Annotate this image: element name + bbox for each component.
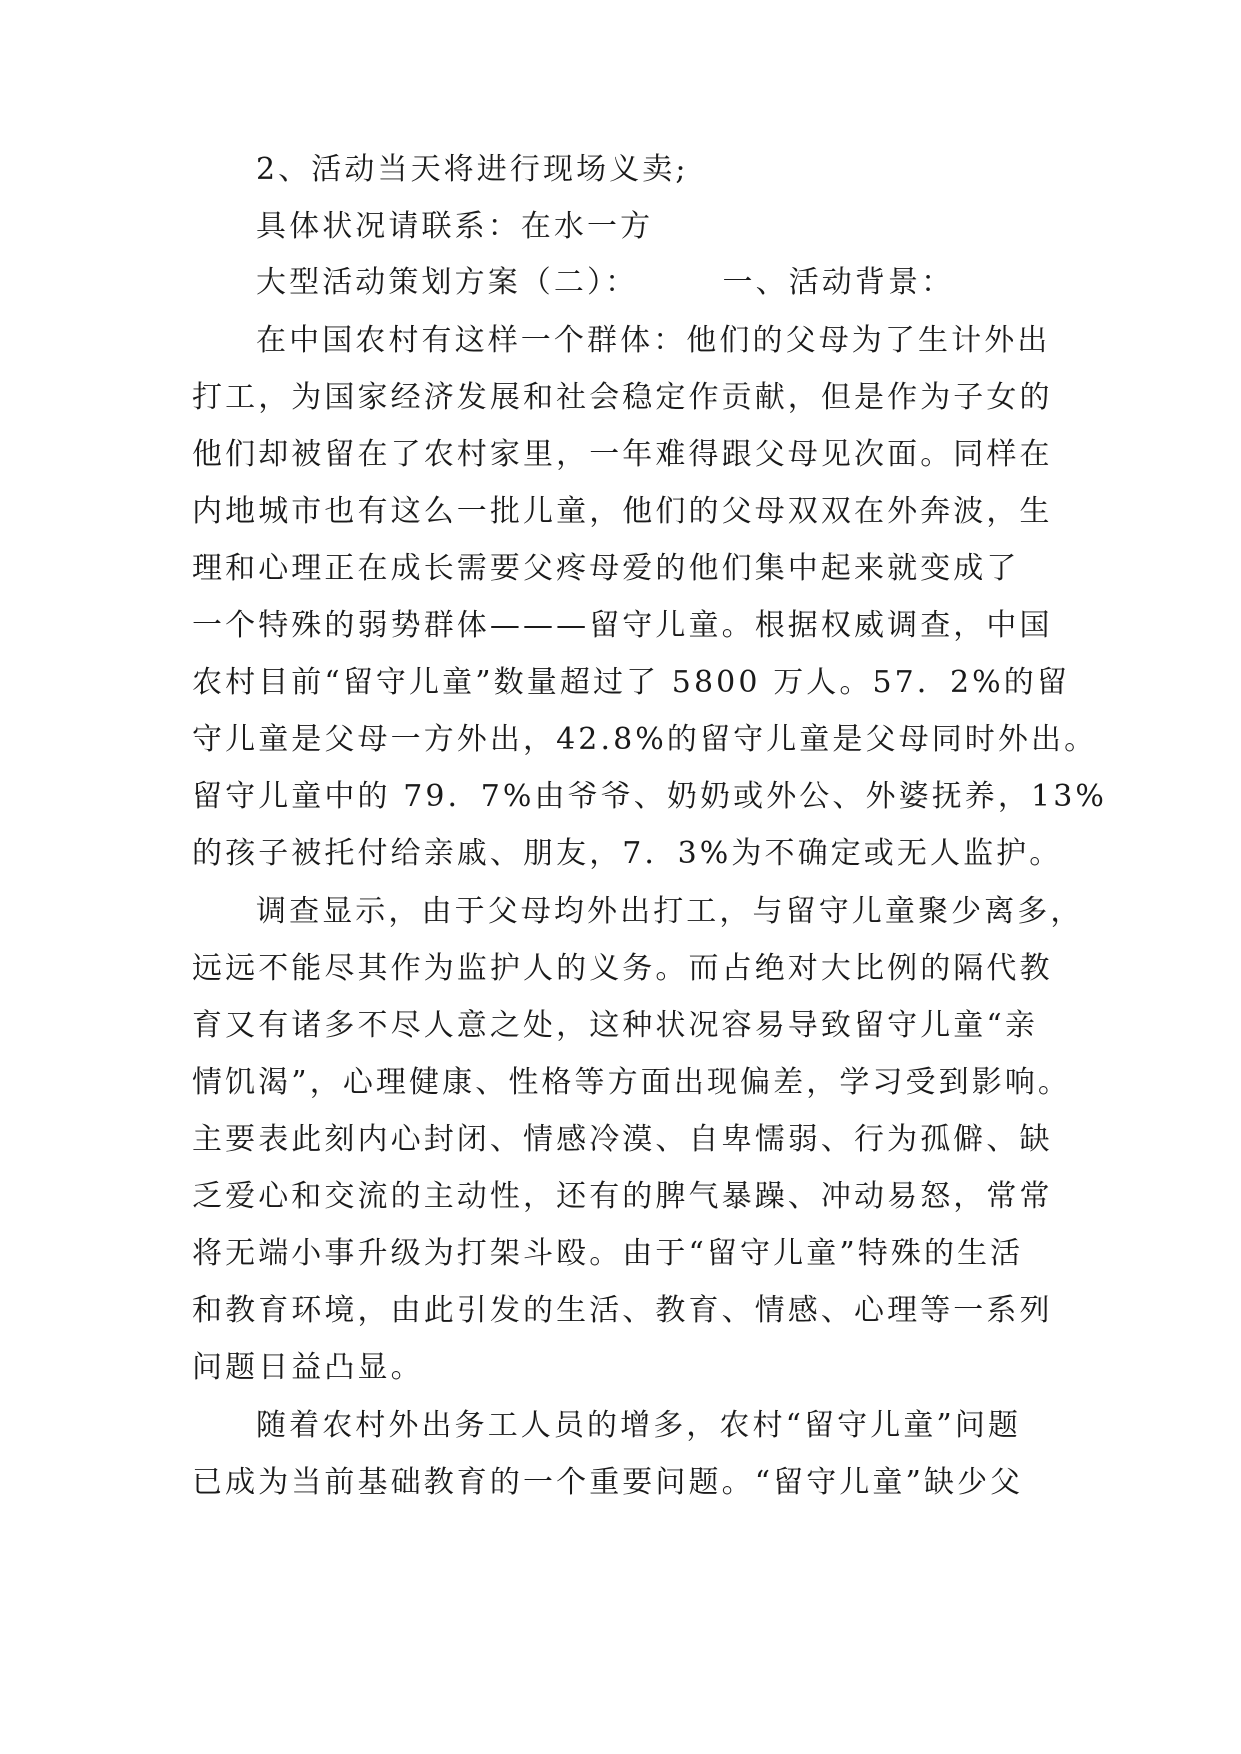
text-line: 乏爱心和交流的主动性，还有的脾气暴躁、冲动易怒，常常: [192, 1179, 1053, 1214]
text-line: 将无端小事升级为打架斗殴。由于“留守儿童”特殊的生活: [192, 1236, 1024, 1271]
text-line: 情饥渴”，心理健康、性格等方面出现偏差，学习受到影响。: [192, 1065, 1072, 1100]
text-line: 一个特殊的弱势群体———留守儿童。根据权威调查，中国: [192, 608, 1053, 643]
text-line: 守儿童是父母一方外出，42.8%的留守儿童是父母同时外出。: [192, 722, 1098, 757]
text-line: 和教育环境，由此引发的生活、教育、情感、心理等一系列: [192, 1293, 1053, 1328]
text-line: 他们却被留在了农村家里，一年难得跟父母见次面。同样在: [192, 437, 1053, 472]
text-line: 主要表此刻内心封闭、情感冷漠、自卑懦弱、行为孤僻、缺: [192, 1122, 1053, 1157]
text-line: 打工，为国家经济发展和社会稳定作贡献，但是作为子女的: [192, 380, 1053, 415]
text-line: 已成为当前基础教育的一个重要问题。“留守儿童”缺少父: [192, 1465, 1024, 1500]
text-line: 问题日益凸显。: [192, 1350, 424, 1385]
text-line: 内地城市也有这么一批儿童，他们的父母双双在外奔波，生: [192, 494, 1053, 529]
paragraph-start: 调查显示，由于父母均外出打工，与留守儿童聚少离多，: [256, 894, 1084, 929]
text-line: 的孩子被托付给亲戚、朋友，7．3%为不确定或无人监护。: [192, 836, 1063, 871]
text-line: 2、活动当天将进行现场义卖;: [256, 152, 689, 187]
text-line: 理和心理正在成长需要父疼母爱的他们集中起来就变成了: [192, 551, 1020, 586]
text-line: 育又有诸多不尽人意之处，这种状况容易导致留守儿童“亲: [192, 1008, 1038, 1043]
text-line: 远远不能尽其作为监护人的义务。而占绝对大比例的隔代教: [192, 951, 1053, 986]
text-line: 具体状况请联系：在水一方: [256, 209, 654, 244]
text-line: 大型活动策划方案（二）： 一、活动背景：: [256, 265, 955, 300]
paragraph-start: 随着农村外出务工人员的增多，农村“留守儿童”问题: [256, 1408, 1022, 1443]
paragraph-start: 在中国农村有这样一个群体：他们的父母为了生计外出: [256, 323, 1051, 358]
text-line: 农村目前“留守儿童”数量超过了 5800 万人。57．2%的留: [192, 665, 1070, 700]
text-line: 留守儿童中的 79．7%由爷爷、奶奶或外公、外婆抚养，13%: [192, 779, 1107, 814]
